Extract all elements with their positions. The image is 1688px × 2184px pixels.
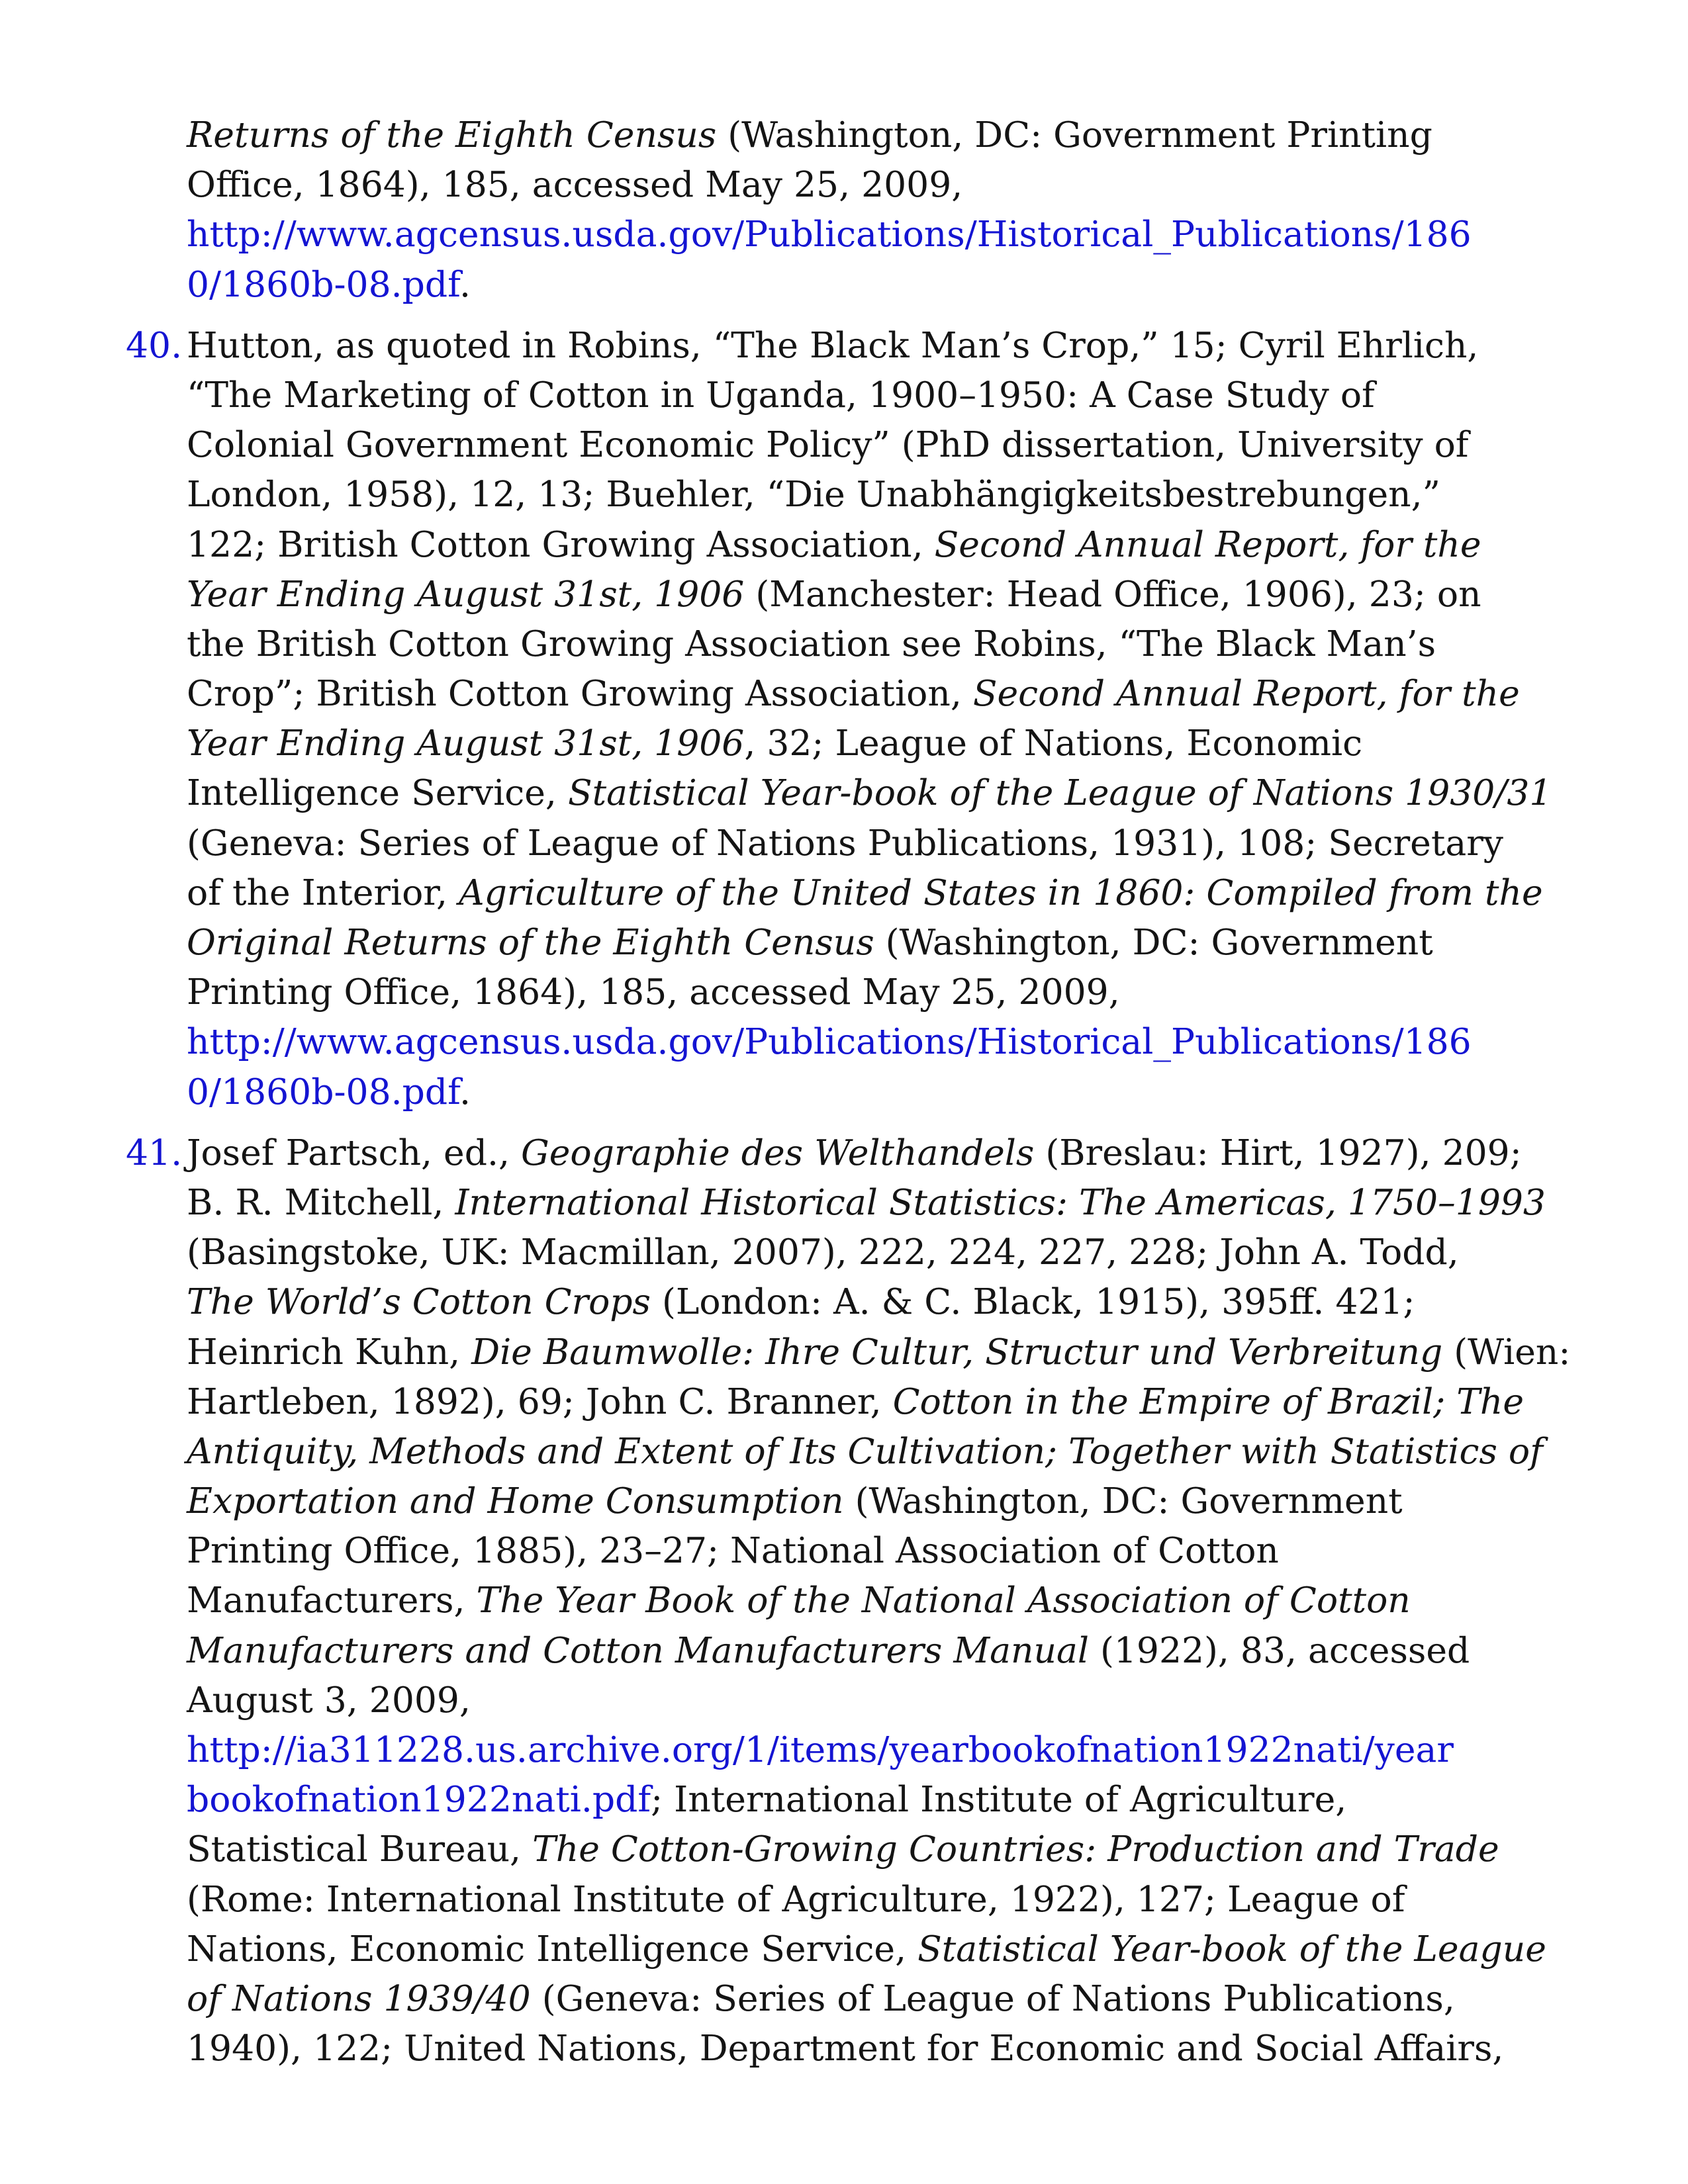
note-line	[187, 1327, 1570, 1377]
note-line	[187, 469, 1570, 519]
note-text: (Geneva: Series of League of Nations Publications, 1931), 108; Secretary	[187, 821, 1504, 864]
italic-title: Second Annual Report, for the	[934, 523, 1481, 565]
note-text: of the Interior,	[187, 871, 459, 913]
url-link[interactable]: bookofnation1922nati.pdf	[187, 1778, 651, 1821]
note-line	[187, 1476, 1570, 1525]
note-line	[187, 1575, 1570, 1625]
note-line	[187, 520, 1570, 569]
note-text: Hutton, as quoted in Robins, “The Black Man’s Crop,” 15; Cyril Ehrlich,	[187, 324, 1479, 366]
url-link[interactable]: 0/1860b-08.pdf	[187, 263, 460, 305]
note-line	[187, 1725, 1570, 1774]
italic-title: Cotton in the Empire of Brazil; The	[892, 1380, 1524, 1422]
note-line	[187, 370, 1570, 420]
note-text: London, 1958), 12, 13; Buehler, “Die Unabhängigkeitsbestrebungen,”	[187, 473, 1440, 516]
note-line	[187, 1426, 1570, 1476]
url-link[interactable]: http://www.agcensus.usda.gov/Publications/Historical_Publications/186	[187, 213, 1472, 255]
italic-title: The Cotton-Growing Countries: Production and Trade	[532, 1828, 1499, 1870]
note-text: 1940), 122; United Nations, Department for Economic and Social Affairs,	[187, 2027, 1504, 2070]
note-text: Colonial Government Economic Policy” (PhD dissertation, University of	[187, 424, 1469, 466]
note-text: Crop”; British Cotton Growing Association,	[187, 672, 973, 715]
note-text: (1922), 83, accessed	[1088, 1629, 1470, 1671]
italic-title: Agriculture of the United States in 1860: Compiled from the	[459, 871, 1543, 913]
note-line	[187, 320, 1570, 370]
note-line	[187, 967, 1570, 1017]
note-line	[187, 159, 1570, 209]
note-text: (Geneva: Series of League of Nations Publications,	[530, 1977, 1455, 2019]
note-text: August 3, 2009,	[187, 1678, 471, 1721]
note-text: “The Marketing of Cotton in Uganda, 1900–1950: A Case Study of	[187, 373, 1375, 416]
note-text: ; International Institute of Agriculture,	[651, 1778, 1347, 1821]
note-text: (Rome: International Institute of Agriculture, 1922), 127; League of	[187, 1878, 1405, 1920]
note-line	[187, 1177, 1570, 1227]
italic-title: International Historical Statistics: The Americas, 1750–1993	[455, 1181, 1546, 1223]
note-text: Heinrich Kuhn,	[187, 1330, 472, 1373]
note-text: Manufacturers,	[187, 1579, 477, 1621]
italic-title: Second Annual Report, for the	[972, 672, 1520, 715]
note-text: (London: A. & C. Black, 1915), 395ff. 421;	[651, 1281, 1415, 1323]
note-line	[187, 768, 1570, 817]
url-link[interactable]: http://ia311228.us.archive.org/1/items/yearbookofnation1922nati/year	[187, 1729, 1454, 1770]
note-line	[187, 209, 1570, 259]
italic-title: Antiquity, Methods and Extent of Its Cultivation; Together with Statistics of	[187, 1430, 1543, 1472]
note-text: Josef Partsch, ed.,	[187, 1131, 521, 1173]
note-line	[187, 1625, 1570, 1675]
note-line	[187, 1774, 1570, 1824]
url-link[interactable]: 0/1860b-08.pdf	[187, 1070, 460, 1113]
note-line	[187, 1874, 1570, 1924]
endnote-number-link[interactable]: 41.	[126, 1131, 183, 1173]
note-line	[187, 868, 1570, 917]
note-text: Office, 1864), 185, accessed May 25, 2009,	[187, 163, 963, 206]
italic-title: Original Returns of the Eighth Census	[187, 921, 874, 963]
note-line	[187, 259, 1570, 309]
note-line	[187, 1017, 1570, 1066]
note-line	[187, 110, 1570, 159]
note-line	[187, 718, 1570, 768]
italic-title: The World’s Cotton Crops	[187, 1281, 651, 1323]
note-text: (Washington, DC: Government Printing	[716, 114, 1432, 156]
italic-title: Geographie des Welthandels	[520, 1131, 1035, 1173]
note-text: (Washington, DC: Government	[874, 921, 1433, 963]
italic-title: Statistical Year-book of the League of Nations 1930/31	[567, 772, 1552, 814]
note-line	[187, 2023, 1570, 2073]
endnote	[126, 1128, 1571, 2073]
note-text: Hartleben, 1892), 69; John C. Branner,	[187, 1380, 893, 1422]
note-line	[187, 619, 1570, 668]
note-text: (Wien:	[1442, 1330, 1571, 1373]
note-line	[187, 818, 1570, 868]
italic-title: The Year Book of the National Association of Cotton	[476, 1579, 1411, 1621]
italic-title: of Nations 1939/40	[187, 1977, 531, 2019]
note-text: Intelligence Service,	[187, 772, 568, 814]
note-text: Printing Office, 1885), 23–27; National Association of Cotton	[187, 1529, 1279, 1572]
italic-title: Statistical Year-book of the League	[917, 1927, 1546, 1970]
note-line	[187, 1067, 1570, 1116]
note-text: the British Cotton Growing Association see Robins, “The Black Man’s	[187, 622, 1436, 664]
italic-title: Exportation and Home Consumption	[187, 1480, 844, 1522]
italic-title: Year Ending August 31st, 1906	[187, 722, 745, 764]
note-text: 122; British Cotton Growing Association,	[187, 523, 935, 565]
note-line	[187, 420, 1570, 469]
note-line	[187, 1824, 1570, 1874]
note-text: (Manchester: Head Office, 1906), 23; on	[744, 572, 1481, 615]
note-text: B. R. Mitchell,	[187, 1181, 455, 1223]
endnotes	[126, 110, 1571, 2084]
note-line	[187, 1377, 1570, 1426]
note-text: (Basingstoke, UK: Macmillan, 2007), 222, 224, 227, 228; John A. Todd,	[187, 1231, 1459, 1273]
url-link[interactable]: http://www.agcensus.usda.gov/Publications/Historical_Publications/186	[187, 1021, 1472, 1063]
note-text: Nations, Economic Intelligence Service,	[187, 1927, 918, 1970]
italic-title: Manufacturers and Cotton Manufacturers Manual	[187, 1629, 1089, 1671]
endnote	[187, 110, 1570, 309]
note-line	[187, 668, 1570, 718]
note-line	[187, 1924, 1570, 1974]
note-line	[187, 1675, 1570, 1725]
endnote-number-link[interactable]: 40.	[126, 324, 183, 366]
note-line	[187, 917, 1570, 967]
endnote	[126, 320, 1570, 1116]
note-text: , 32; League of Nations, Economic	[744, 722, 1363, 764]
note-line	[187, 1974, 1570, 2023]
note-text: Statistical Bureau,	[187, 1828, 533, 1870]
note-text: (Washington, DC: Government	[843, 1480, 1403, 1522]
note-line	[187, 1227, 1570, 1277]
note-text: (Breslau: Hirt, 1927), 209;	[1034, 1131, 1522, 1173]
italic-title: Year Ending August 31st, 1906	[187, 572, 745, 615]
italic-title: Returns of the Eighth Census	[187, 114, 717, 156]
note-line	[187, 1277, 1570, 1326]
note-line	[187, 1525, 1570, 1575]
note-line	[187, 1128, 1570, 1177]
italic-title: Die Baumwolle: Ihre Cultur, Structur und Verbreitung	[471, 1330, 1443, 1373]
note-text: .	[459, 1070, 471, 1113]
note-line	[187, 569, 1570, 619]
note-text: Printing Office, 1864), 185, accessed May 25, 2009,	[187, 971, 1120, 1013]
note-text: .	[459, 263, 471, 305]
